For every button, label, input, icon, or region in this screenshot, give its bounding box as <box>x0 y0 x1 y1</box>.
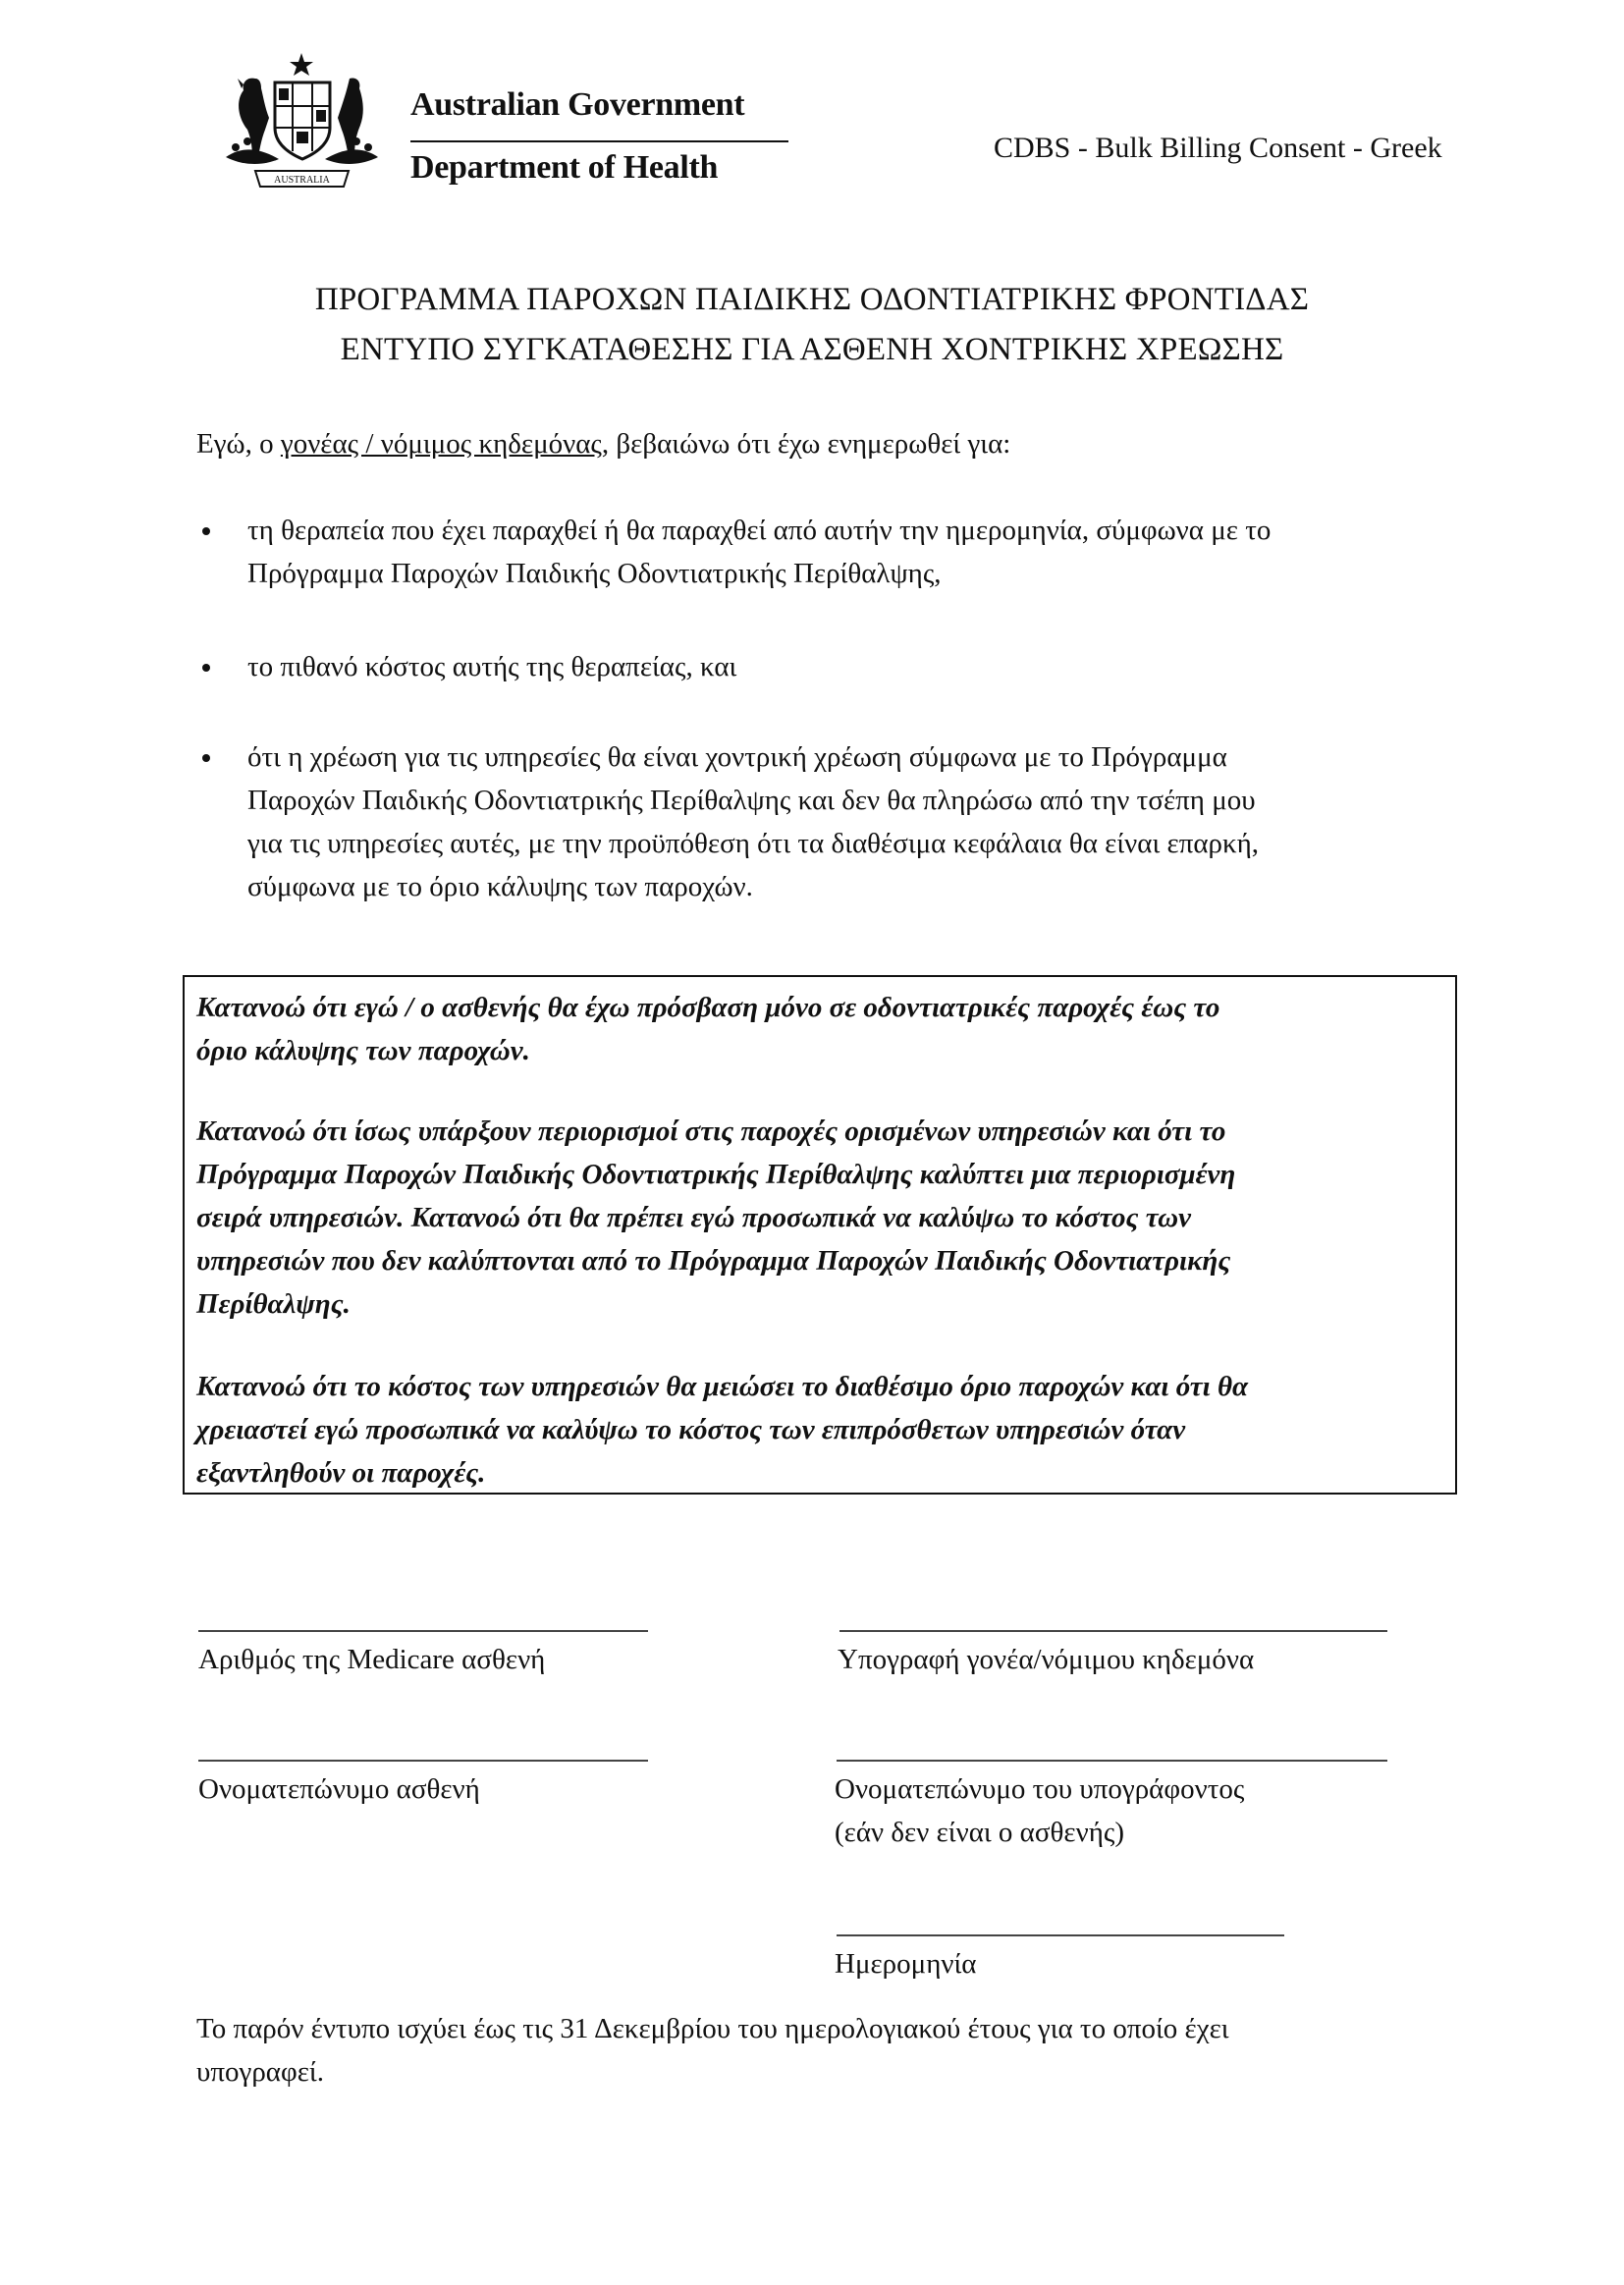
acknowledgement-paragraph-1: Κατανοώ ότι εγώ / ο ασθενής θα έχω πρόσβαση μόνο σε οδοντιατρικές παροχές έως το όριο κάλυψης των παροχών. <box>196 992 1220 1066</box>
medicare-number-field[interactable] <box>198 1630 648 1632</box>
bullet-item-cost: το πιθανό κόστος αυτής της θεραπείας, και <box>247 651 737 682</box>
government-name: Australian Government <box>410 86 745 123</box>
intro-prefix: Εγώ, ο <box>196 428 281 460</box>
bullet-item-treatment: τη θεραπεία που έχει παραχθεί ή θα παραχθεί από αυτήν την ημερομηνία, σύμφωνα με το Πρόγραμμα Παροχών Παιδικής Οδοντιατρικής Περίθαλψης, <box>247 515 1272 589</box>
header-divider <box>410 140 788 142</box>
form-title-line-1: ΠΡΟΓΡΑΜΜΑ ΠΑΡΟΧΩΝ ΠΑΙΔΙΚΗΣ ΟΔΟΝΤΙΑΤΡΙΚΗΣ ΦΡΟΝΤΙΔΑΣ <box>314 282 1310 317</box>
acknowledgement-paragraph-2: Κατανοώ ότι ίσως υπάρξουν περιορισμοί στις παροχές ορισμένων υπηρεσιών και ότι το Πρόγραμμα Παροχών Παιδικής Οδοντιατρικής Περίθαλψης καλύπτει μια περιορισμένη σειρά υπηρεσιών. Κατανοώ ότι θα πρέπει εγώ προσωπικά να καλύψω το κόστος των υπηρεσιών που δεν καλύπτονται από το Πρόγραμμα Παροχών Παιδικής Οδοντιατρικής Περίθαλψης. <box>196 1115 1236 1320</box>
bullet-dot <box>202 754 210 762</box>
validity-note: Το παρόν έντυπο ισχύει έως τις 31 Δεκεμβρίου του ημερολογιακού έτους για το οποίο έχει υπογραφεί. <box>196 2013 1229 2088</box>
patient-name-field[interactable] <box>198 1760 648 1762</box>
document-code: CDBS - Bulk Billing Consent - Greek <box>994 132 1442 164</box>
intro-guardian-term: γονέας / νόμιμος κηδεμόνας <box>280 428 602 460</box>
date-field[interactable] <box>837 1934 1284 1936</box>
coat-of-arms-logo <box>196 49 407 196</box>
patient-name-label: Ονοματεπώνυμο ασθενή <box>198 1773 480 1805</box>
guardian-signature-field[interactable] <box>839 1630 1387 1632</box>
department-name: Department of Health <box>410 149 719 186</box>
intro-statement <box>196 423 1010 465</box>
star-icon <box>290 53 313 76</box>
guardian-signature-label: Υπογραφή γονέα/νόμιμου κηδεμόνα <box>838 1644 1255 1675</box>
medicare-number-label: Αριθμός της Medicare ασθενή <box>198 1644 546 1675</box>
bullet-dot <box>202 664 210 672</box>
acknowledgement-paragraph-3: Κατανοώ ότι το κόστος των υπηρεσιών θα μειώσει το διαθέσιμο όριο παροχών και ότι θα χρειαστεί εγώ προσωπικά να καλύψω το κόστος των επιπρόσθετων υπηρεσιών όταν εξαντληθούν οι παροχές. <box>196 1371 1249 1489</box>
signer-name-label: Ονοματεπώνυμο του υπογράφοντος (εάν δεν είναι ο ασθενής) <box>835 1773 1245 1848</box>
form-title-line-2: ΕΝΤΥΠΟ ΣΥΓΚΑΤΑΘΕΣΗΣ ΓΙΑ ΑΣΘΕΝΗ ΧΟΝΤΡΙΚΗΣ ΧΡΕΩΣΗΣ <box>340 332 1284 367</box>
date-label: Ημερομηνία <box>835 1948 977 1980</box>
bullet-dot <box>202 527 210 535</box>
intro-suffix: , βεβαιώνω ότι έχω ενημερωθεί για: <box>601 428 1011 460</box>
bullet-item-bulk-billing: ότι η χρέωση για τις υπηρεσίες θα είναι χοντρική χρέωση σύμφωνα με το Πρόγραμμα Παροχών Παιδικής Οδοντιατρικής Περίθαλψης και δεν θα πληρώσω από την τσέπη μου για τις υπηρεσίες αυτές, με την προϋπόθεση ότι τα διαθέσιμα κεφάλαια θα είναι επαρκή, σύμφωνα με το όριο κάλυψης των παροχών. <box>247 741 1260 902</box>
crest-scroll-text: AUSTRALIA <box>274 175 330 186</box>
signer-name-field[interactable] <box>837 1760 1387 1762</box>
